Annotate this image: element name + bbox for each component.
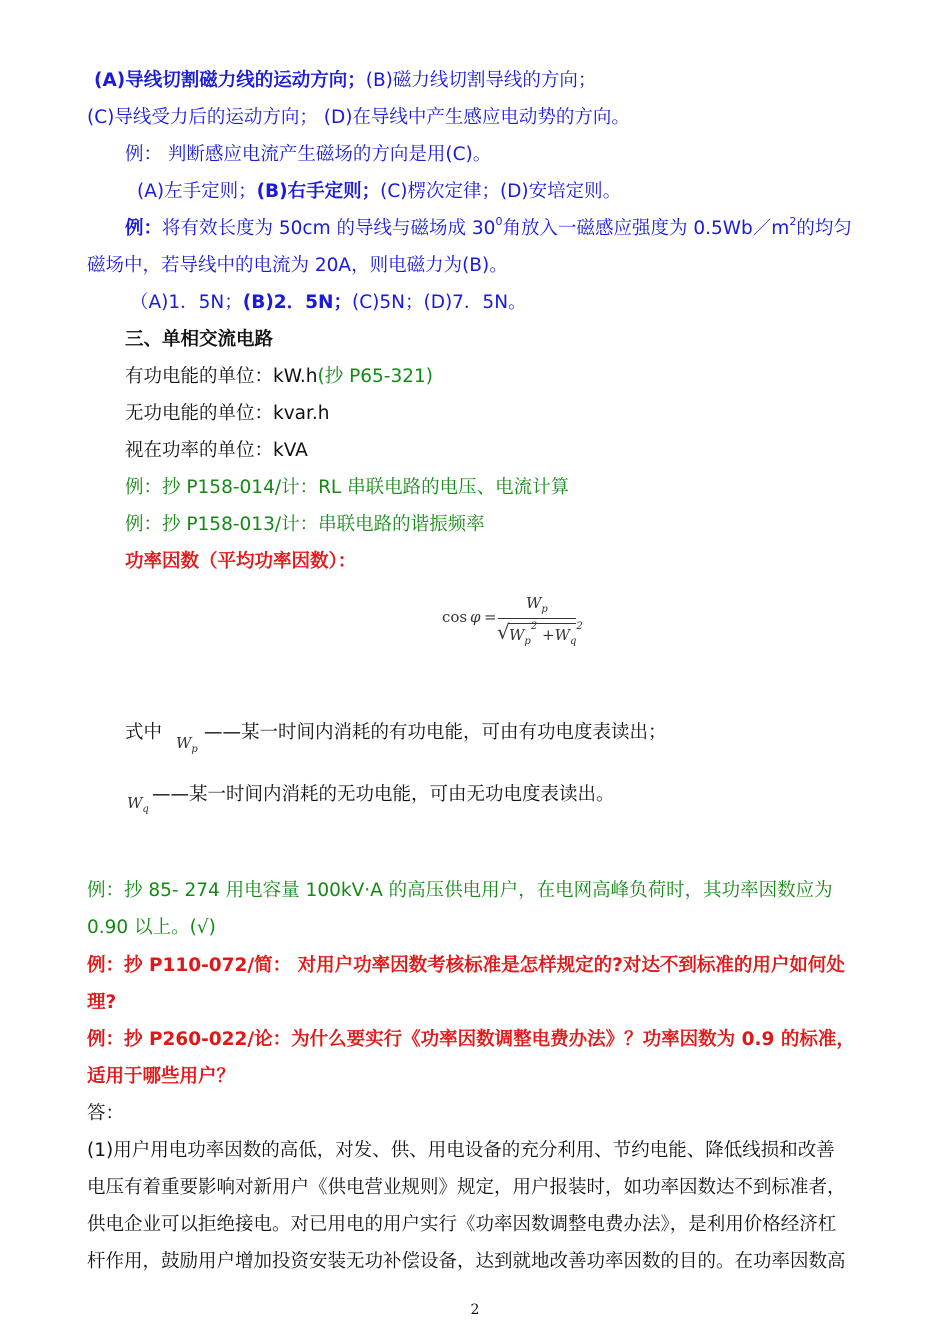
active-energy-unit-text: 有功电能的单位：kW.h [125,366,318,387]
wq-sub: q [142,804,149,815]
answer-line-1: (1)用户用电功率因数的高低，对发、供、用电设备的充分利用、节约电能、降低线损和改善 [87,1140,835,1161]
den-sub1: p [524,636,531,647]
page-number: 2 [470,1302,480,1318]
example-text-part3: 的均匀 [796,218,852,239]
example-short-answer: 例：抄 P110-072/简： 对用户功率因数考核标准是怎样规定的?对达不到标准的用户如何处 [87,955,845,976]
square-superscript: 2 [789,214,797,228]
numerator-sub: p [541,604,548,615]
formula-denominator [509,621,583,647]
sqrt-bar [508,623,576,624]
den-sup1: 2 [530,621,538,632]
reactive-energy-unit: 无功电能的单位：kvar.h [125,403,330,424]
sqrt-sign: √ [497,620,510,644]
option-right-hand: (B)右手定则； [256,181,381,202]
formula-phi: φ [470,608,481,626]
option-line-1 [94,68,596,94]
answer-line-4: 杆作用，鼓励用户增加投资安装无功补偿设备，达到就地改善功率因数的目的。在功率因数高 [87,1251,846,1272]
option-b-text: (B)磁力线切割导线的方向； [365,70,597,91]
section-heading: 三、单相交流电路 [125,329,274,350]
answer-label: 答： [87,1103,125,1124]
example-true-false: 例：抄 85- 274 用电容量 100kV·A 的高压供电用户，在电网高峰负荷时，其功率因数应为 [87,880,833,901]
example-label: 例： [125,218,163,239]
example-rl-circuit: 例：抄 P158-014/计：RL 串联电路的电压、电流计算 [125,477,570,498]
example-essay-cont: 适用于哪些用户？ [87,1066,236,1087]
formula-where-wp [125,720,162,746]
option-line-4 [130,290,527,316]
answer-line-3: 供电企业可以拒绝接电。对已用电的用户实行《功率因数调整电费办法》，是利用价格经济杠 [87,1214,837,1235]
active-energy-ref: (抄 P65-321) [317,366,433,387]
example-question-1: 例： 判断感应电流产生磁场的方向是用(C)。 [125,144,492,165]
where-label: 式中 [125,722,163,743]
den-plus: + [541,626,555,644]
den-sub2: q [569,636,577,647]
den-w1: W [509,626,525,644]
answer-line-2: 电压有着重要影响对新用户《供电营业规则》规定，用户报装时，如功率因数达不到标准者， [87,1177,846,1198]
wp-description: ——某一时间内消耗的有功电能，可由有功电度表读出； [204,722,667,743]
example-question-2-cont: 磁场中，若导线中的电流为 20A，则电磁力为(B)。 [87,255,508,276]
formula-numerator [526,594,548,615]
wq-symbol [127,794,149,815]
wp-symbol [176,734,198,755]
power-factor-formula [442,594,582,654]
degree-superscript: 0 [495,214,503,228]
active-energy-unit [125,364,433,390]
option-lenz-ampere: (C)楞次定律；(D)安培定则。 [380,181,622,202]
apparent-power-unit: 视在功率的单位：kVA [125,440,308,461]
den-w2: W [554,626,570,644]
example-text-part2: 角放入一磁感应强度为 0.5Wb／m [502,218,790,239]
example-true-false-cont: 0.90 以上。(√) [87,917,216,938]
wp-w: W [176,734,192,752]
option-cd-force: (C)5N；(D)7．5N。 [352,292,527,313]
formula-equals: = [484,608,497,626]
example-text-part1: 将有效长度为 50cm 的导线与磁场成 30 [162,218,496,239]
option-a-text: (A)导线切割磁力线的运动方向； [94,70,366,91]
power-factor-heading: 功率因数（平均功率因数）： [125,551,357,572]
example-resonance: 例：抄 P158-013/计：串联电路的谐振频率 [125,514,485,535]
option-a-force: （A)1．5N； [130,292,243,313]
option-line-3 [137,179,621,205]
den-sup2: 2 [576,621,583,632]
example-short-answer-cont: 理? [87,992,117,1013]
option-line-2: (C)导线受力后的运动方向； (D)在导线中产生感应电动势的方向。 [87,107,630,128]
formula-cos: cos [442,608,468,626]
wq-description: ——某一时间内消耗的无功电能，可由无功电度表读出。 [152,784,615,805]
option-left-hand: (A)左手定则； [137,181,257,202]
numerator-w: W [526,594,542,612]
fraction-bar [498,618,576,619]
example-question-2 [125,216,852,242]
wq-w: W [127,794,143,812]
wp-sub: p [191,744,198,755]
option-b-force: (B)2．5N； [242,292,353,313]
example-essay: 例：抄 P260-022/论：为什么要实行《功率因数调整电费办法》？功率因数为 0.9 的标准， [87,1029,855,1050]
